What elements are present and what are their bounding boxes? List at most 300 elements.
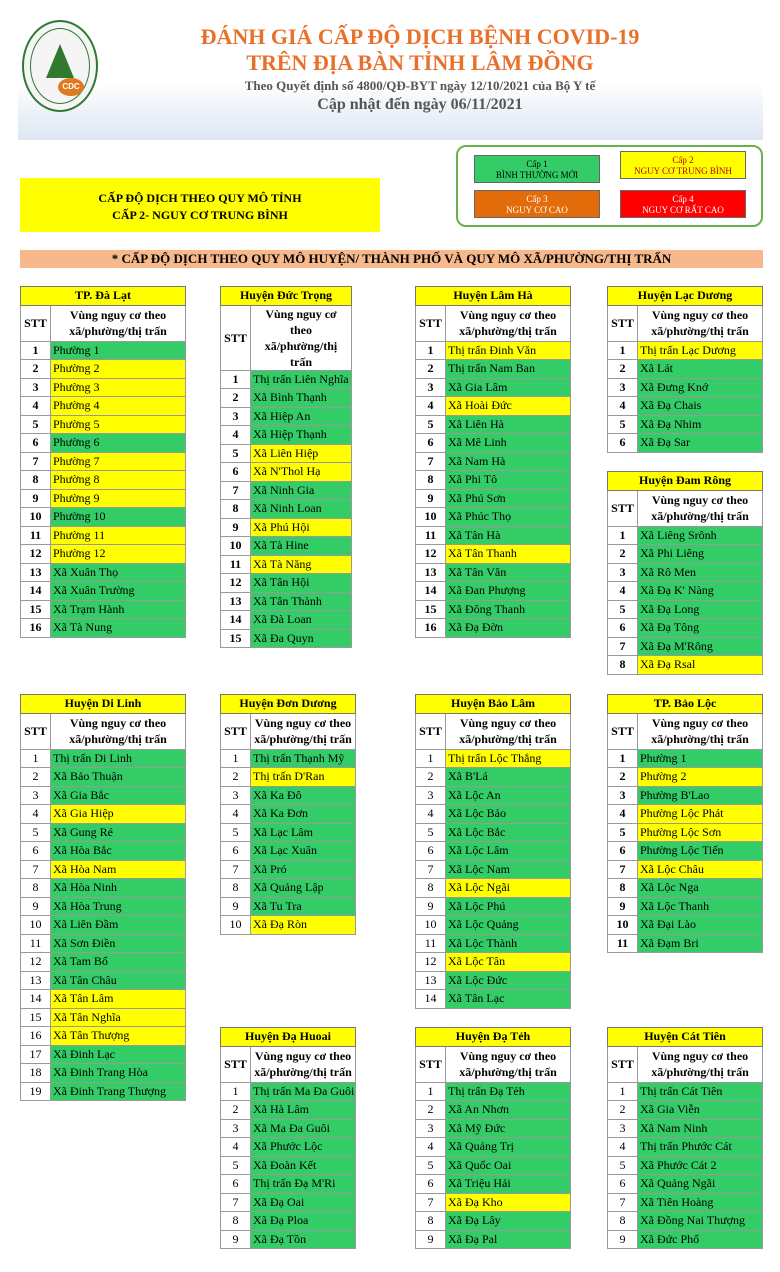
- table-row: [416, 471, 571, 490]
- col-header-stt: STT: [608, 713, 638, 749]
- commune-name: Xã Đưng Knớ: [638, 378, 763, 397]
- commune-name: Xã Tân Thành: [251, 592, 352, 611]
- district-name: Huyện Lạc Dương: [608, 287, 763, 306]
- commune-name: Xã Lạc Lâm: [251, 823, 356, 842]
- table-row: [608, 1193, 763, 1212]
- row-number: 10: [221, 537, 251, 556]
- commune-name: Xã Đạ Tông: [638, 619, 763, 638]
- col-header-area: Vùng nguy cơ theo xã/phường/thị trấn: [446, 1046, 571, 1082]
- row-number: 12: [21, 953, 51, 972]
- district-table: [220, 286, 352, 648]
- commune-name: Phường 6: [51, 434, 186, 453]
- commune-name: Xã Đạ Rsal: [638, 656, 763, 675]
- district-table: [415, 286, 571, 638]
- row-number: 1: [221, 1082, 251, 1101]
- commune-name: Xã Đạ Chais: [638, 397, 763, 416]
- table-row: [416, 990, 571, 1009]
- row-number: 5: [416, 823, 446, 842]
- table-row: [608, 842, 763, 861]
- row-number: 13: [21, 563, 51, 582]
- commune-name: Xã Đạ Pal: [446, 1230, 571, 1249]
- commune-name: Xã Phúc Thọ: [446, 508, 571, 527]
- row-number: 4: [608, 1138, 638, 1157]
- table-row: [416, 1193, 571, 1212]
- row-number: 4: [221, 1138, 251, 1157]
- row-number: 5: [221, 444, 251, 463]
- row-number: 5: [416, 1156, 446, 1175]
- row-number: 3: [221, 1119, 251, 1138]
- row-number: 3: [608, 563, 638, 582]
- commune-name: Xã Gia Bắc: [51, 786, 186, 805]
- table-row: [608, 916, 763, 935]
- table-row: [221, 842, 356, 861]
- decision-note: Theo Quyết định số 4800/QĐ-BYT ngày 12/10/2021 của Bộ Y tế: [244, 78, 596, 93]
- table-row: [221, 1212, 356, 1231]
- commune-name: Xã Tân Hà: [446, 526, 571, 545]
- table-row: [21, 434, 186, 453]
- row-number: 14: [21, 582, 51, 601]
- district-table: [415, 1027, 571, 1249]
- col-header-area: Vùng nguy cơ theo xã/phường/thị trấn: [638, 490, 763, 526]
- table-row: [608, 934, 763, 953]
- table-row: [416, 1230, 571, 1249]
- commune-name: Phường B'Lao: [638, 786, 763, 805]
- row-number: 8: [21, 879, 51, 898]
- row-number: 6: [221, 463, 251, 482]
- commune-name: Thị trấn D'Ran: [251, 768, 356, 787]
- commune-name: Phường 5: [51, 415, 186, 434]
- row-number: 10: [416, 508, 446, 527]
- commune-name: Thị trấn Lộc Thắng: [446, 749, 571, 768]
- col-header-area: Vùng nguy cơ theo xã/phường/thị trấn: [251, 713, 356, 749]
- table-row: [221, 897, 356, 916]
- row-number: 4: [416, 805, 446, 824]
- col-header-stt: STT: [608, 490, 638, 526]
- table-row: [221, 481, 352, 500]
- table-row: [416, 768, 571, 787]
- commune-name: Xã Đại Lào: [638, 916, 763, 935]
- row-number: 8: [221, 879, 251, 898]
- table-row: [416, 582, 571, 601]
- col-header-stt: STT: [221, 713, 251, 749]
- row-number: 16: [21, 1027, 51, 1046]
- commune-name: Phường 8: [51, 471, 186, 490]
- commune-name: Xã Đạ K' Nàng: [638, 582, 763, 601]
- table-row: [608, 1212, 763, 1231]
- row-number: 11: [221, 555, 251, 574]
- commune-name: Phường 12: [51, 545, 186, 564]
- table-row: [21, 953, 186, 972]
- commune-name: Xã Lộc Châu: [638, 860, 763, 879]
- district-name: Huyện Đam Rông: [608, 472, 763, 491]
- row-number: 10: [21, 916, 51, 935]
- table-row: [21, 378, 186, 397]
- row-number: 5: [21, 823, 51, 842]
- commune-name: Xã Đa Quyn: [251, 629, 352, 648]
- row-number: 8: [608, 1212, 638, 1231]
- district-name: Huyện Cát Tiên: [608, 1028, 763, 1047]
- commune-name: Xã Tân Lạc: [446, 990, 571, 1009]
- row-number: 6: [221, 842, 251, 861]
- commune-name: Xã Tà Nung: [51, 619, 186, 638]
- table-row: [416, 1156, 571, 1175]
- row-number: 4: [608, 397, 638, 416]
- commune-name: Xã Mỹ Đức: [446, 1119, 571, 1138]
- commune-name: Xã Đạ Lây: [446, 1212, 571, 1231]
- row-number: 2: [608, 545, 638, 564]
- row-number: 9: [221, 518, 251, 537]
- table-row: [21, 990, 186, 1009]
- commune-name: Xã Lộc Đức: [446, 971, 571, 990]
- table-row: [221, 518, 352, 537]
- row-number: 9: [608, 897, 638, 916]
- row-number: 5: [608, 600, 638, 619]
- table-row: [21, 415, 186, 434]
- row-number: 1: [21, 341, 51, 360]
- table-row: [416, 526, 571, 545]
- commune-name: Xã Đinh Trang Hòa: [51, 1064, 186, 1083]
- row-number: 5: [221, 1156, 251, 1175]
- row-number: 15: [21, 600, 51, 619]
- row-number: 10: [21, 508, 51, 527]
- row-number: 13: [21, 971, 51, 990]
- row-number: 5: [608, 415, 638, 434]
- row-number: 5: [21, 415, 51, 434]
- row-number: 12: [416, 545, 446, 564]
- commune-name: Xã Ka Đơn: [251, 805, 356, 824]
- commune-name: Thị trấn Lạc Dương: [638, 341, 763, 360]
- table-row: [608, 563, 763, 582]
- table-row: [416, 1101, 571, 1120]
- commune-name: Xã Nam Ninh: [638, 1119, 763, 1138]
- table-row: [21, 545, 186, 564]
- col-header-area: Vùng nguy cơ theo xã/phường/thị trấn: [251, 1046, 356, 1082]
- table-row: [21, 823, 186, 842]
- table-row: [608, 1138, 763, 1157]
- table-row: [416, 1082, 571, 1101]
- table-row: [221, 1230, 356, 1249]
- table-row: [608, 1119, 763, 1138]
- commune-name: Xã Tân Thanh: [446, 545, 571, 564]
- commune-name: Xã Đức Phổ: [638, 1230, 763, 1249]
- row-number: 8: [416, 1212, 446, 1231]
- commune-name: Xã Đạ Long: [638, 600, 763, 619]
- commune-name: Xã Đạ Sar: [638, 434, 763, 453]
- commune-name: Xã Đoàn Kết: [251, 1156, 356, 1175]
- col-header-stt: STT: [416, 305, 446, 341]
- commune-name: Xã Lộc Ngãi: [446, 879, 571, 898]
- commune-name: Xã Lộc An: [446, 786, 571, 805]
- table-row: [416, 434, 571, 453]
- row-number: 2: [21, 360, 51, 379]
- row-number: 1: [608, 749, 638, 768]
- table-row: [221, 592, 352, 611]
- table-row: [221, 500, 352, 519]
- row-number: 3: [416, 786, 446, 805]
- commune-name: Xã Lộc Tân: [446, 953, 571, 972]
- commune-name: Phường Lộc Phát: [638, 805, 763, 824]
- commune-name: Xã Tân Thượng: [51, 1027, 186, 1046]
- row-number: 8: [221, 1212, 251, 1231]
- table-row: [416, 953, 571, 972]
- table-row: [21, 916, 186, 935]
- row-number: 13: [416, 563, 446, 582]
- legend-level-4: Cấp 4 NGUY CƠ RẤT CAO: [620, 190, 746, 218]
- commune-name: Xã Quốc Oai: [446, 1156, 571, 1175]
- commune-name: Xã Lộc Quảng: [446, 916, 571, 935]
- table-row: [21, 1045, 186, 1064]
- row-number: 2: [608, 768, 638, 787]
- commune-name: Xã Quảng Trị: [446, 1138, 571, 1157]
- table-row: [221, 1119, 356, 1138]
- legend: [456, 145, 763, 227]
- table-row: [21, 1082, 186, 1101]
- table-row: [608, 378, 763, 397]
- table-row: [416, 545, 571, 564]
- updated-date: Cập nhật đến ngày 06/11/2021: [317, 96, 523, 113]
- row-number: 14: [21, 990, 51, 1009]
- commune-name: Xã Lộc Thành: [446, 934, 571, 953]
- table-row: [416, 916, 571, 935]
- row-number: 1: [416, 1082, 446, 1101]
- row-number: 2: [608, 1101, 638, 1120]
- commune-name: Xã Liên Hà: [446, 415, 571, 434]
- tree-icon: [46, 44, 74, 78]
- commune-name: Xã Đinh Trang Thượng: [51, 1082, 186, 1101]
- row-number: 12: [416, 953, 446, 972]
- commune-name: Xã Gia Lâm: [446, 378, 571, 397]
- row-number: 15: [416, 600, 446, 619]
- row-number: 13: [416, 971, 446, 990]
- row-number: 7: [608, 1193, 638, 1212]
- table-row: [221, 749, 356, 768]
- district-name: Huyện Lâm Hà: [416, 287, 571, 306]
- row-number: 3: [608, 786, 638, 805]
- row-number: 4: [608, 582, 638, 601]
- commune-name: Xã Hiệp An: [251, 407, 352, 426]
- row-number: 10: [416, 916, 446, 935]
- commune-name: Xã Liên Đầm: [51, 916, 186, 935]
- row-number: 2: [221, 389, 251, 408]
- commune-name: Xã Tân Hội: [251, 574, 352, 593]
- commune-name: Xã Hòa Ninh: [51, 879, 186, 898]
- table-row: [608, 749, 763, 768]
- legend-level-2: Cấp 2 NGUY CƠ TRUNG BÌNH: [620, 151, 746, 179]
- col-header-stt: STT: [21, 305, 51, 341]
- table-row: [608, 768, 763, 787]
- table-row: [608, 637, 763, 656]
- row-number: 7: [608, 637, 638, 656]
- commune-name: Xã Quảng Lập: [251, 879, 356, 898]
- row-number: 16: [416, 619, 446, 638]
- legend-level-3: Cấp 3 NGUY CƠ CAO: [474, 190, 600, 218]
- table-row: [21, 452, 186, 471]
- table-row: [21, 582, 186, 601]
- table-row: [21, 471, 186, 490]
- commune-name: Thị trấn Đinh Văn: [446, 341, 571, 360]
- commune-name: Xã Liêng Srônh: [638, 526, 763, 545]
- row-number: 6: [416, 842, 446, 861]
- commune-name: Xã Pró: [251, 860, 356, 879]
- table-row: [21, 1064, 186, 1083]
- cdc-logo-icon: CDC: [22, 20, 98, 112]
- row-number: 1: [221, 370, 251, 389]
- row-number: 9: [608, 1230, 638, 1249]
- commune-name: Xã Bình Thạnh: [251, 389, 352, 408]
- row-number: 5: [416, 415, 446, 434]
- row-number: 4: [21, 397, 51, 416]
- commune-name: Xã Rô Men: [638, 563, 763, 582]
- row-number: 11: [416, 934, 446, 953]
- row-number: 4: [221, 426, 251, 445]
- table-row: [608, 397, 763, 416]
- table-row: [21, 749, 186, 768]
- col-header-area: Vùng nguy cơ theo xã/phường/thị trấn: [638, 713, 763, 749]
- row-number: 4: [416, 397, 446, 416]
- commune-name: Xã Đà Loan: [251, 611, 352, 630]
- commune-name: Thị trấn Cát Tiên: [638, 1082, 763, 1101]
- row-number: 6: [221, 1175, 251, 1194]
- commune-name: Phường 2: [638, 768, 763, 787]
- row-number: 1: [21, 749, 51, 768]
- row-number: 2: [221, 1101, 251, 1120]
- col-header-stt: STT: [221, 1046, 251, 1082]
- row-number: 11: [21, 526, 51, 545]
- row-number: 2: [21, 768, 51, 787]
- table-row: [21, 971, 186, 990]
- page-title-line1: ĐÁNH GIÁ CẤP ĐỘ DỊCH BỆNH COVID-19: [200, 24, 640, 49]
- table-row: [21, 397, 186, 416]
- district-table: [20, 286, 186, 638]
- row-number: 3: [221, 786, 251, 805]
- province-level-box: [20, 178, 380, 232]
- col-header-area: Vùng nguy cơ theo xã/phường/thị trấn: [638, 1046, 763, 1082]
- col-header-stt: STT: [416, 713, 446, 749]
- row-number: 3: [416, 378, 446, 397]
- table-row: [416, 897, 571, 916]
- table-row: [608, 415, 763, 434]
- commune-name: Xã N'Thol Hạ: [251, 463, 352, 482]
- commune-name: Phường 1: [51, 341, 186, 360]
- commune-name: Xã Phi Tô: [446, 471, 571, 490]
- table-row: [608, 360, 763, 379]
- row-number: 3: [21, 786, 51, 805]
- commune-name: Xã Gia Viễn: [638, 1101, 763, 1120]
- row-number: 5: [221, 823, 251, 842]
- district-name: Huyện Bảo Lâm: [416, 695, 571, 714]
- commune-name: Xã Phước Cát 2: [638, 1156, 763, 1175]
- table-row: [21, 489, 186, 508]
- commune-name: Thị trấn Liên Nghĩa: [251, 370, 352, 389]
- table-row: [416, 1138, 571, 1157]
- table-row: [608, 1175, 763, 1194]
- commune-name: Xã Ninh Loan: [251, 500, 352, 519]
- table-row: [416, 842, 571, 861]
- commune-name: Phường 4: [51, 397, 186, 416]
- table-row: [416, 860, 571, 879]
- row-number: 1: [608, 526, 638, 545]
- col-header-area: Vùng nguy cơ theo xã/phường/thị trấn: [51, 713, 186, 749]
- commune-name: Xã Lạc Xuân: [251, 842, 356, 861]
- district-table: [607, 1027, 763, 1249]
- commune-name: Xã Đạm Bri: [638, 934, 763, 953]
- table-row: [608, 341, 763, 360]
- row-number: 3: [608, 378, 638, 397]
- row-number: 5: [608, 823, 638, 842]
- commune-name: Thị trấn Thạnh Mỹ: [251, 749, 356, 768]
- row-number: 3: [21, 378, 51, 397]
- commune-name: Xã Tam Bố: [51, 953, 186, 972]
- commune-name: Thị trấn Ma Đa Guôi: [251, 1082, 356, 1101]
- table-row: [416, 1119, 571, 1138]
- commune-name: Xã Đông Thanh: [446, 600, 571, 619]
- table-row: [608, 545, 763, 564]
- col-header-area: Vùng nguy cơ theo xã/phường/thị trấn: [446, 305, 571, 341]
- commune-name: Thị trấn Đạ M'Ri: [251, 1175, 356, 1194]
- commune-name: Xã Đạ Ploa: [251, 1212, 356, 1231]
- commune-name: Xã Tà Năng: [251, 555, 352, 574]
- table-row: [221, 611, 352, 630]
- table-row: [221, 1175, 356, 1194]
- commune-name: Xã Gung Ré: [51, 823, 186, 842]
- commune-name: Xã Hoài Đức: [446, 397, 571, 416]
- row-number: 6: [416, 434, 446, 453]
- commune-name: Thị trấn Phước Cát: [638, 1138, 763, 1157]
- table-row: [608, 1101, 763, 1120]
- commune-name: Phường 3: [51, 378, 186, 397]
- row-number: 9: [416, 897, 446, 916]
- table-row: [21, 619, 186, 638]
- commune-name: Xã Tân Nghĩa: [51, 1008, 186, 1027]
- commune-name: Xã Lát: [638, 360, 763, 379]
- table-row: [221, 823, 356, 842]
- table-row: [221, 444, 352, 463]
- row-number: 9: [416, 1230, 446, 1249]
- commune-name: Phường 10: [51, 508, 186, 527]
- table-row: [416, 600, 571, 619]
- commune-name: Xã Quảng Ngãi: [638, 1175, 763, 1194]
- table-row: [221, 370, 352, 389]
- commune-name: Xã Tân Lâm: [51, 990, 186, 1009]
- row-number: 8: [608, 656, 638, 675]
- table-row: [416, 934, 571, 953]
- row-number: 6: [608, 434, 638, 453]
- commune-name: Xã Đạ Oai: [251, 1193, 356, 1212]
- commune-name: Xã Đạ Kho: [446, 1193, 571, 1212]
- commune-name: Thị trấn Đạ Tẻh: [446, 1082, 571, 1101]
- col-header-stt: STT: [221, 305, 251, 370]
- table-row: [608, 823, 763, 842]
- table-row: [608, 879, 763, 898]
- commune-name: Xã Ma Đa Guôi: [251, 1119, 356, 1138]
- table-row: [221, 555, 352, 574]
- commune-name: Xã Đạ Đờn: [446, 619, 571, 638]
- row-number: 4: [608, 805, 638, 824]
- row-number: 3: [416, 1119, 446, 1138]
- row-number: 7: [416, 1193, 446, 1212]
- row-number: 9: [416, 489, 446, 508]
- row-number: 6: [608, 1175, 638, 1194]
- commune-name: Xã Phi Liêng: [638, 545, 763, 564]
- page-title-line2: TRÊN ĐỊA BÀN TỈNH LÂM ĐỒNG: [246, 50, 594, 75]
- row-number: 2: [416, 360, 446, 379]
- row-number: 6: [21, 434, 51, 453]
- row-number: 18: [21, 1064, 51, 1083]
- row-number: 11: [416, 526, 446, 545]
- commune-name: Phường 7: [51, 452, 186, 471]
- row-number: 4: [221, 805, 251, 824]
- row-number: 7: [221, 860, 251, 879]
